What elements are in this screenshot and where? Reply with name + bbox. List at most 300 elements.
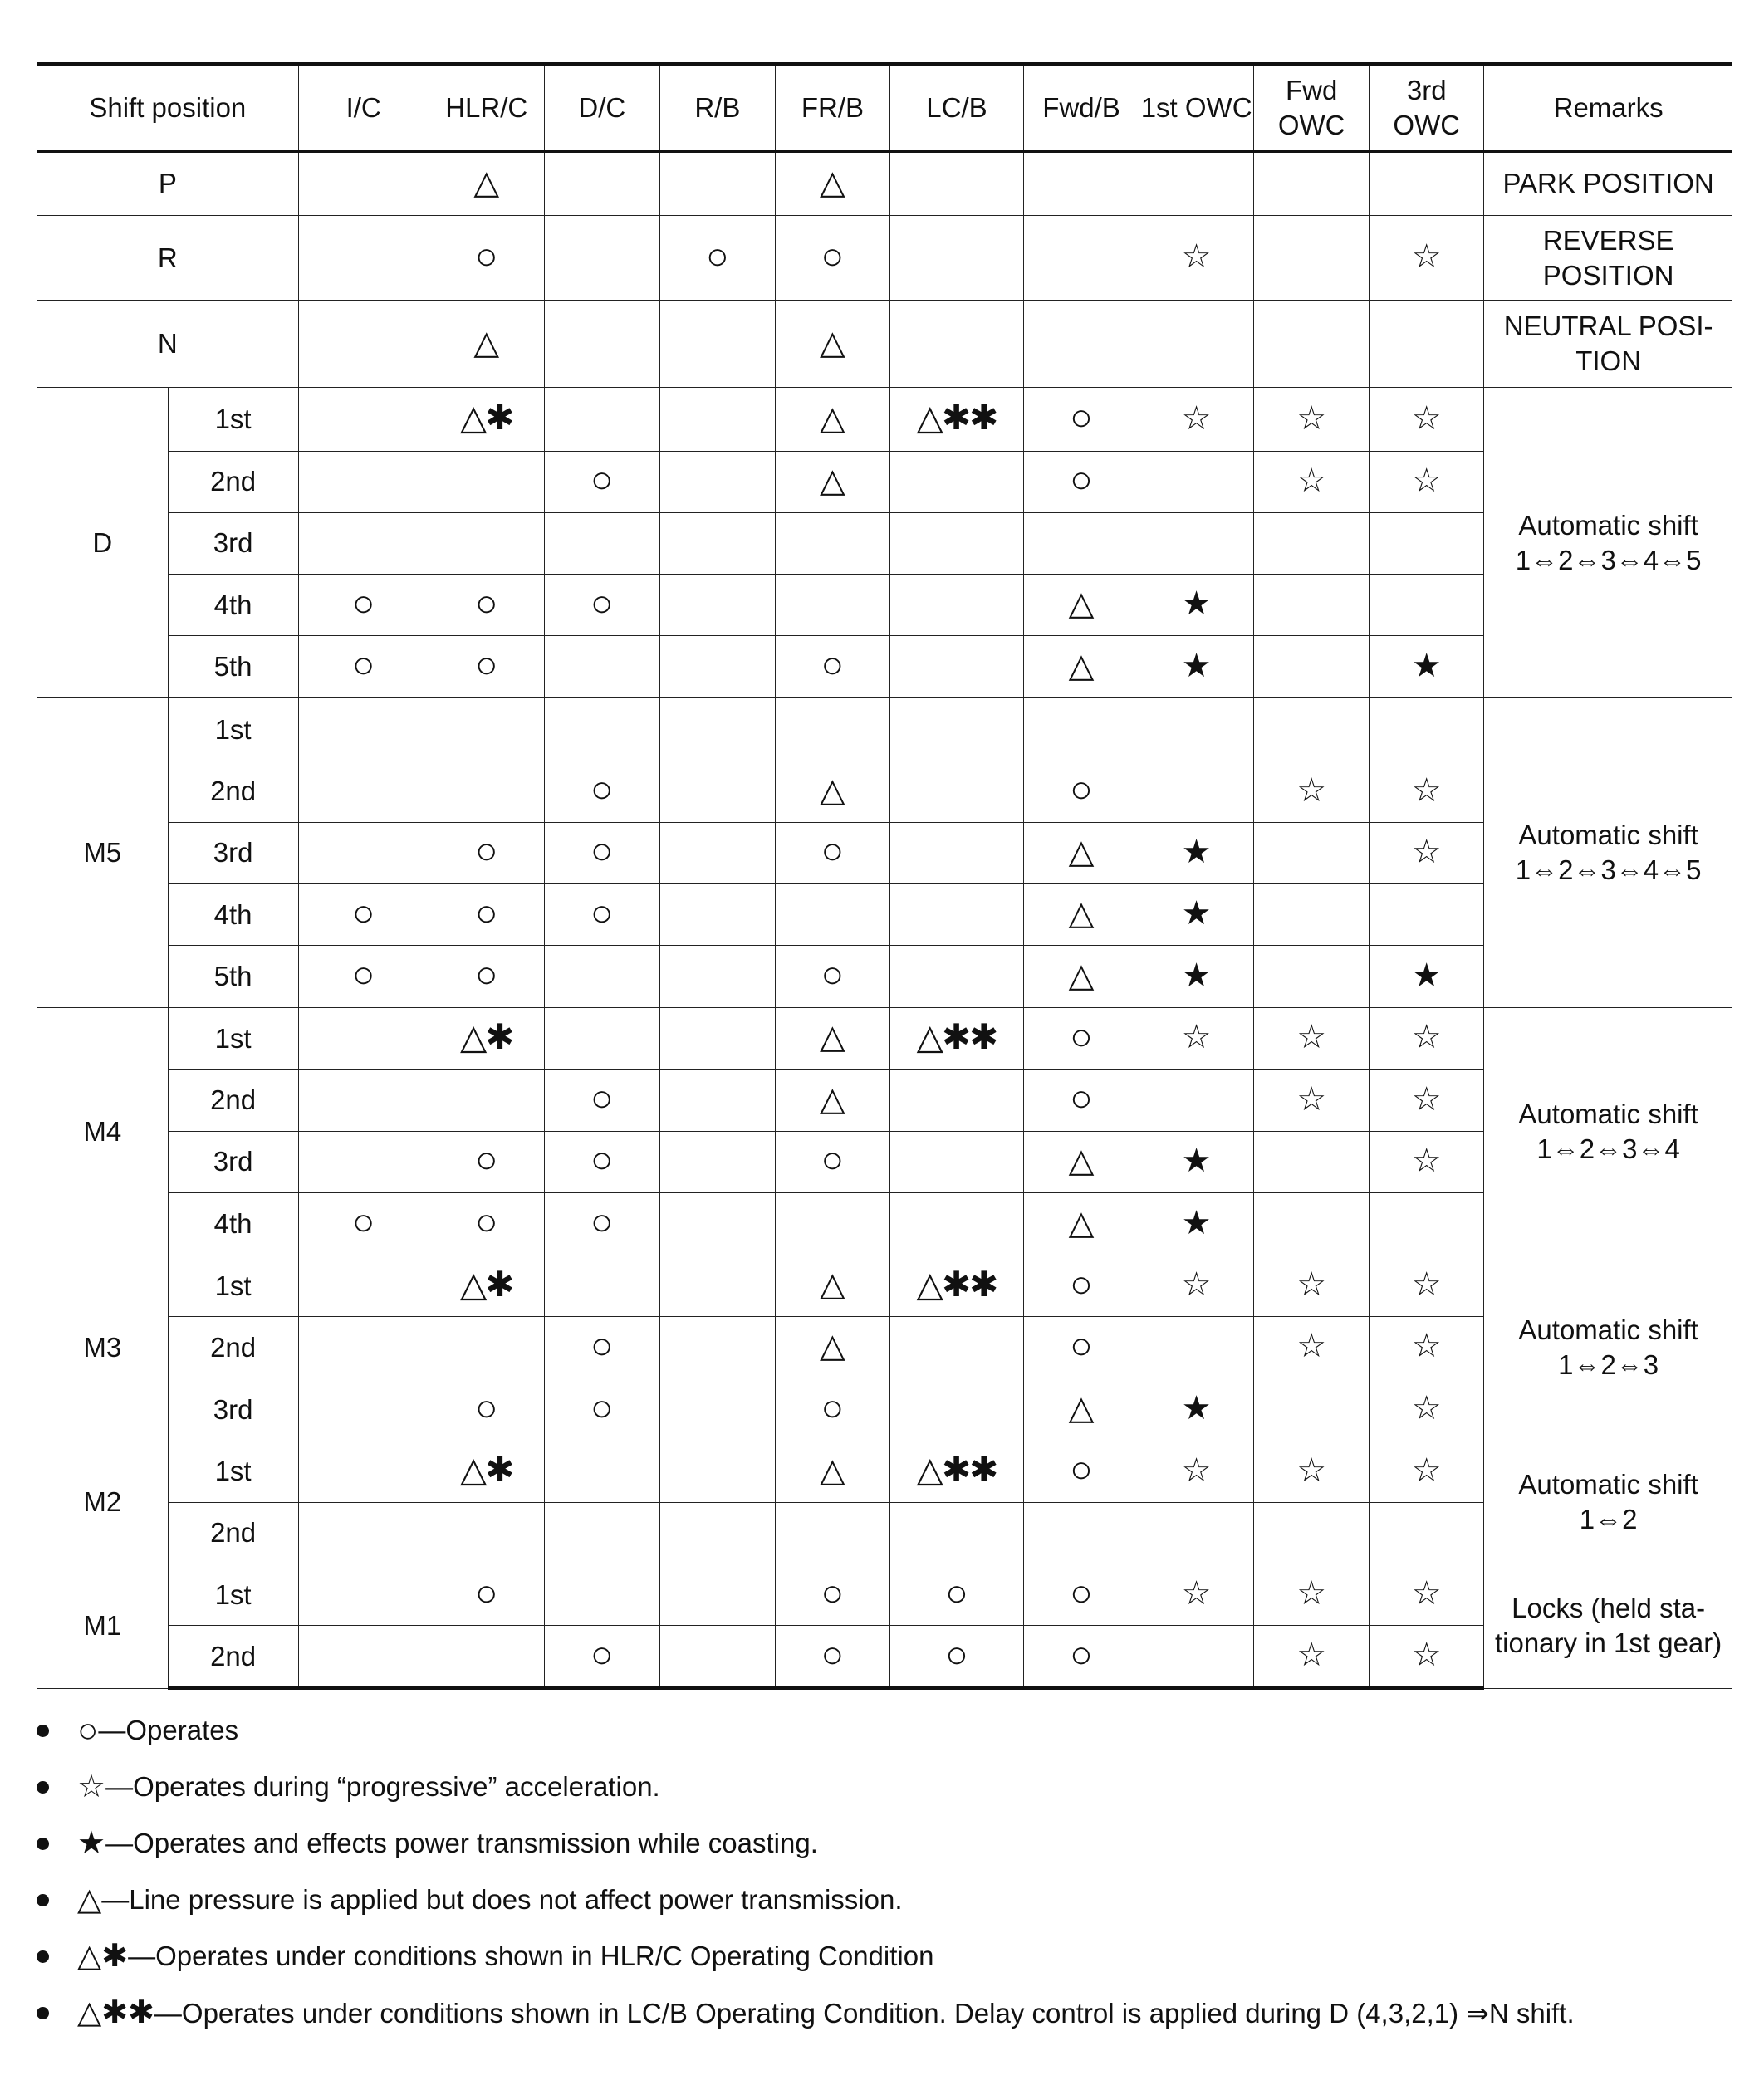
element-cell	[1370, 1626, 1484, 1688]
legend-item	[33, 1872, 1744, 1928]
operation-symbol: ☆	[1411, 1451, 1442, 1489]
gear-cell: 1st	[168, 1008, 298, 1069]
operation-symbol: ○	[474, 580, 498, 624]
element-cell	[1024, 575, 1139, 636]
element-cell	[775, 1502, 889, 1564]
table-row	[37, 1192, 1732, 1255]
element-cell	[298, 301, 429, 388]
operation-symbol: ★	[1181, 1204, 1212, 1241]
element-cell	[775, 698, 889, 761]
element-cell	[1370, 451, 1484, 512]
operation-symbol: ○	[590, 1632, 614, 1676]
operation-symbol: △	[1068, 833, 1095, 870]
element-cell	[889, 1131, 1023, 1192]
element-cell	[775, 822, 889, 883]
element-cell	[544, 1131, 659, 1192]
operation-symbol: ○	[821, 1570, 845, 1614]
element-cell	[889, 761, 1023, 822]
element-cell	[1024, 1502, 1139, 1564]
column-header: Fwd/B	[1024, 64, 1139, 151]
gear-cell: 2nd	[168, 761, 298, 822]
operation-symbol: ☆	[1296, 1080, 1327, 1118]
table-row	[37, 761, 1732, 822]
bullet-icon	[37, 1894, 49, 1906]
table-row	[37, 1131, 1732, 1192]
element-cell	[1024, 215, 1139, 300]
element-cell	[775, 636, 889, 698]
operation-symbol: ☆	[1181, 399, 1212, 437]
element-cell	[659, 822, 775, 883]
legend-text: —Operates under conditions shown in LC/B Operating Condition. Delay control is applied during D (4,3,2,1) ⇒N shift.	[154, 1997, 1575, 2029]
element-cell	[1139, 946, 1254, 1008]
gear-cell: 2nd	[168, 1069, 298, 1131]
remarks-cell: PARK POSITION	[1484, 151, 1732, 215]
element-cell	[429, 1317, 544, 1378]
operation-symbol: ○	[1070, 1570, 1093, 1614]
element-cell	[889, 822, 1023, 883]
table-row	[37, 822, 1732, 883]
element-cell	[1139, 512, 1254, 574]
element-cell	[544, 1378, 659, 1441]
element-cell	[1254, 1008, 1370, 1069]
element-cell	[544, 761, 659, 822]
element-cell	[544, 822, 659, 883]
element-cell	[544, 1008, 659, 1069]
table-row	[37, 1069, 1732, 1131]
operation-symbol: △	[473, 164, 500, 201]
element-cell	[1024, 1564, 1139, 1626]
operation-symbol: △✱	[459, 1016, 513, 1056]
element-cell	[1139, 1626, 1254, 1688]
element-cell	[429, 636, 544, 698]
gear-cell: 4th	[168, 883, 298, 945]
operation-symbol: ☆	[1181, 1266, 1212, 1304]
operation-symbol: ○	[351, 1200, 375, 1243]
legend-item	[33, 1985, 1744, 2041]
shift-position-cell: M1	[37, 1564, 168, 1688]
table-row	[37, 451, 1732, 512]
shift-position-cell: M5	[37, 698, 168, 1008]
operation-symbol: △	[820, 1080, 845, 1118]
operation-symbol: ○	[945, 1570, 968, 1614]
element-cell	[1139, 1069, 1254, 1131]
element-cell	[429, 1564, 544, 1626]
operation-symbol: ○	[590, 829, 614, 873]
gear-cell: 5th	[168, 636, 298, 698]
element-cell	[659, 1192, 775, 1255]
operation-symbol: ○	[474, 1385, 498, 1429]
operation-symbol: ★	[1181, 957, 1212, 994]
element-cell	[775, 451, 889, 512]
operation-symbol: ★	[1181, 895, 1212, 932]
element-cell	[298, 1502, 429, 1564]
shift-position-cell: M2	[37, 1441, 168, 1564]
element-cell	[1139, 761, 1254, 822]
element-cell	[1024, 388, 1139, 451]
gear-cell: 1st	[168, 698, 298, 761]
operation-symbol: ☆	[1296, 1451, 1327, 1489]
element-cell	[775, 883, 889, 945]
element-cell	[429, 1441, 544, 1502]
operation-symbol: ○	[474, 233, 498, 277]
element-cell	[775, 1069, 889, 1131]
element-cell	[775, 512, 889, 574]
element-cell	[298, 1069, 429, 1131]
element-cell	[889, 1626, 1023, 1688]
element-cell	[298, 1564, 429, 1626]
element-cell	[298, 1192, 429, 1255]
element-cell	[659, 761, 775, 822]
legend-text: —Line pressure is applied but does not affect power transmission.	[101, 1884, 903, 1915]
legend-text: —Operates and effects power transmission while coasting.	[105, 1828, 818, 1858]
column-header: Shift position	[37, 64, 298, 151]
element-cell	[544, 301, 659, 388]
bullet-icon	[37, 1950, 49, 1963]
element-cell	[544, 1441, 659, 1502]
element-cell	[889, 575, 1023, 636]
element-cell	[659, 636, 775, 698]
operation-symbol: ★	[1181, 1142, 1212, 1179]
column-header: 1st OWC	[1139, 64, 1254, 151]
operation-symbol: ○	[1070, 1261, 1093, 1305]
element-cell	[889, 388, 1023, 451]
element-cell	[429, 451, 544, 512]
element-cell	[1139, 636, 1254, 698]
element-cell	[1370, 822, 1484, 883]
operation-symbol: ○	[351, 580, 375, 624]
element-cell	[298, 698, 429, 761]
element-cell	[298, 388, 429, 451]
operation-symbol: ☆	[1411, 238, 1442, 276]
element-cell	[429, 1069, 544, 1131]
element-cell	[429, 1131, 544, 1192]
element-cell	[298, 636, 429, 698]
element-cell	[775, 215, 889, 300]
operation-symbol: △	[1068, 1390, 1095, 1427]
column-header: I/C	[298, 64, 429, 151]
operation-symbol: ○	[821, 1632, 845, 1676]
operation-symbol: ☆	[1296, 771, 1327, 809]
operation-symbol: ○	[351, 643, 375, 687]
column-header: R/B	[659, 64, 775, 151]
legend-symbol: ○	[77, 1711, 99, 1750]
element-cell	[889, 1378, 1023, 1441]
element-cell	[1024, 1317, 1139, 1378]
table-row	[37, 215, 1732, 300]
table-row	[37, 1317, 1732, 1378]
element-cell	[429, 946, 544, 1008]
operation-symbol: ☆	[1411, 462, 1442, 499]
operation-symbol: ○	[590, 1385, 614, 1429]
element-cell	[544, 883, 659, 945]
element-cell	[1024, 1192, 1139, 1255]
element-cell	[1254, 761, 1370, 822]
element-cell	[775, 388, 889, 451]
column-header: Remarks	[1484, 64, 1732, 151]
element-cell	[1139, 215, 1254, 300]
operation-symbol: ☆	[1296, 462, 1327, 499]
element-cell	[1139, 1502, 1254, 1564]
element-cell	[775, 1564, 889, 1626]
operation-symbol: △✱	[459, 1450, 513, 1490]
element-cell	[1254, 1069, 1370, 1131]
operation-symbol: ○	[821, 1385, 845, 1429]
operation-symbol: ☆	[1181, 1451, 1212, 1489]
operation-symbol: △	[820, 324, 845, 361]
element-cell	[1370, 1564, 1484, 1626]
element-cell	[298, 946, 429, 1008]
element-cell	[1370, 1192, 1484, 1255]
element-cell	[298, 1255, 429, 1317]
operation-symbol: ○	[474, 829, 498, 873]
element-cell	[659, 388, 775, 451]
table-row	[37, 946, 1732, 1008]
element-cell	[1370, 301, 1484, 388]
operation-symbol: ○	[590, 1138, 614, 1182]
remarks-cell: Automatic shift 1⇔2	[1484, 1441, 1732, 1564]
operation-symbol: ☆	[1181, 1019, 1212, 1056]
element-cell	[659, 451, 775, 512]
element-cell	[429, 388, 544, 451]
element-cell	[1370, 698, 1484, 761]
element-cell	[659, 1378, 775, 1441]
element-cell	[1024, 1441, 1139, 1502]
remarks-cell: Automatic shift 1⇔2⇔3⇔4⇔5	[1484, 698, 1732, 1008]
element-cell	[544, 636, 659, 698]
element-cell	[889, 1255, 1023, 1317]
element-cell	[775, 1008, 889, 1069]
element-cell	[429, 301, 544, 388]
operation-symbol: △✱✱	[916, 398, 997, 438]
element-cell	[775, 1255, 889, 1317]
element-cell	[889, 1564, 1023, 1626]
element-cell	[1024, 1255, 1139, 1317]
operation-symbol: ○	[1070, 395, 1093, 439]
element-cell	[298, 822, 429, 883]
operation-symbol: ★	[1181, 833, 1212, 870]
gear-cell: 1st	[168, 1564, 298, 1626]
element-cell	[298, 1131, 429, 1192]
operation-symbol: ☆	[1296, 1328, 1327, 1365]
element-cell	[1024, 1378, 1139, 1441]
element-cell	[1139, 1317, 1254, 1378]
element-cell	[298, 451, 429, 512]
element-cell	[659, 1502, 775, 1564]
element-cell	[889, 698, 1023, 761]
element-cell	[889, 946, 1023, 1008]
element-cell	[544, 575, 659, 636]
operation-symbol: △	[820, 771, 845, 809]
element-cell	[1254, 946, 1370, 1008]
legend-symbol: △✱✱	[77, 1995, 154, 2030]
bullet-icon	[37, 2007, 49, 2019]
operation-symbol: ○	[590, 580, 614, 624]
legend-text: —Operates	[98, 1715, 239, 1745]
element-cell	[659, 151, 775, 215]
element-cell	[1254, 388, 1370, 451]
gear-cell: 2nd	[168, 451, 298, 512]
operation-symbol: ○	[821, 952, 845, 996]
element-cell	[1139, 301, 1254, 388]
symbol-legend	[33, 1702, 1744, 2041]
operation-symbol: ☆	[1296, 1637, 1327, 1674]
operation-symbol: ☆	[1181, 1575, 1212, 1613]
remarks-cell: Automatic shift 1⇔2⇔3	[1484, 1255, 1732, 1441]
column-header: LC/B	[889, 64, 1023, 151]
gear-cell: 1st	[168, 1255, 298, 1317]
operation-symbol: ☆	[1411, 1637, 1442, 1674]
element-cell	[889, 301, 1023, 388]
column-header: Fwd OWC	[1254, 64, 1370, 151]
legend-symbol: ★	[77, 1826, 106, 1861]
element-cell	[429, 822, 544, 883]
element-cell	[1370, 946, 1484, 1008]
element-cell	[1370, 1441, 1484, 1502]
element-cell	[1370, 151, 1484, 215]
table-row	[37, 1626, 1732, 1688]
element-cell	[775, 1192, 889, 1255]
operation-symbol: ○	[1070, 1076, 1093, 1120]
element-cell	[1024, 698, 1139, 761]
element-cell	[1254, 1378, 1370, 1441]
element-cell	[429, 151, 544, 215]
operation-symbol: ☆	[1296, 1266, 1327, 1304]
operation-symbol: ☆	[1411, 399, 1442, 437]
operation-symbol: ★	[1181, 585, 1212, 623]
element-cell	[775, 1378, 889, 1441]
element-cell	[775, 1131, 889, 1192]
operation-symbol: △	[820, 1019, 845, 1056]
element-cell	[775, 946, 889, 1008]
element-cell	[429, 575, 544, 636]
operation-symbol: ○	[1070, 767, 1093, 811]
operation-symbol: ○	[474, 952, 498, 996]
element-cell	[1139, 575, 1254, 636]
table-row	[37, 301, 1732, 388]
header-row	[37, 64, 1732, 151]
operation-symbol: ○	[705, 233, 729, 277]
operation-symbol: △	[1068, 585, 1095, 623]
element-cell	[1139, 1008, 1254, 1069]
column-header: FR/B	[775, 64, 889, 151]
table-row	[37, 1502, 1732, 1564]
element-cell	[298, 1317, 429, 1378]
element-cell	[1370, 1317, 1484, 1378]
element-cell	[889, 215, 1023, 300]
legend-symbol: ☆	[77, 1769, 106, 1804]
legend-item	[33, 1928, 1744, 1985]
element-cell	[1370, 1378, 1484, 1441]
element-cell	[775, 575, 889, 636]
operation-symbol: △	[820, 1328, 845, 1365]
element-cell	[889, 1192, 1023, 1255]
element-cell	[544, 1069, 659, 1131]
element-cell	[659, 946, 775, 1008]
operation-symbol: △	[820, 462, 845, 499]
element-cell	[889, 1008, 1023, 1069]
operation-symbol: ★	[1411, 647, 1442, 684]
element-cell	[1370, 575, 1484, 636]
element-cell	[1024, 946, 1139, 1008]
element-cell	[1254, 1192, 1370, 1255]
element-cell	[429, 1255, 544, 1317]
element-cell	[659, 698, 775, 761]
element-cell	[889, 636, 1023, 698]
element-cell	[1139, 883, 1254, 945]
element-cell	[1370, 883, 1484, 945]
element-cell	[1370, 215, 1484, 300]
operation-symbol: △✱	[459, 398, 513, 438]
operation-symbol: △	[473, 324, 500, 361]
table-row	[37, 1441, 1732, 1502]
operation-symbol: ○	[474, 890, 498, 934]
operation-symbol: △✱✱	[916, 1016, 997, 1056]
shift-operation-table	[37, 62, 1732, 1690]
gear-cell: 3rd	[168, 1378, 298, 1441]
element-cell	[775, 301, 889, 388]
element-cell	[1254, 883, 1370, 945]
element-cell	[429, 883, 544, 945]
element-cell	[1254, 451, 1370, 512]
element-cell	[298, 575, 429, 636]
element-cell	[659, 1441, 775, 1502]
operation-symbol: △	[820, 399, 845, 437]
legend-text: —Operates under conditions shown in HLR/C Operating Condition	[128, 1941, 934, 1971]
element-cell	[429, 761, 544, 822]
element-cell	[889, 151, 1023, 215]
operation-symbol: ○	[590, 458, 614, 502]
remarks-cell: REVERSE POSITION	[1484, 215, 1732, 300]
element-cell	[1139, 1131, 1254, 1192]
element-cell	[1254, 301, 1370, 388]
operation-symbol: ○	[590, 1200, 614, 1243]
element-cell	[1370, 1131, 1484, 1192]
operation-symbol: ○	[590, 1076, 614, 1120]
element-cell	[1254, 698, 1370, 761]
element-cell	[544, 1626, 659, 1688]
element-cell	[1139, 698, 1254, 761]
element-cell	[1024, 1131, 1139, 1192]
operation-symbol: ★	[1411, 957, 1442, 994]
operation-symbol: ○	[1070, 1632, 1093, 1676]
operation-symbol: ○	[590, 890, 614, 934]
operation-symbol: ○	[590, 767, 614, 811]
element-cell	[1024, 301, 1139, 388]
table-row	[37, 1008, 1732, 1069]
table-row	[37, 698, 1732, 761]
element-cell	[1254, 151, 1370, 215]
bullet-icon	[37, 1838, 49, 1850]
operation-symbol: ☆	[1411, 1266, 1442, 1304]
operation-symbol: △	[1068, 1204, 1095, 1241]
element-cell	[659, 512, 775, 574]
operation-symbol: ○	[474, 1138, 498, 1182]
element-cell	[1254, 1441, 1370, 1502]
table-row	[37, 575, 1732, 636]
element-cell	[544, 1564, 659, 1626]
element-cell	[544, 215, 659, 300]
element-cell	[889, 1441, 1023, 1502]
shift-position-cell: P	[37, 151, 298, 215]
gear-cell: 4th	[168, 1192, 298, 1255]
operation-symbol: ○	[821, 233, 845, 277]
operation-symbol: ○	[351, 952, 375, 996]
element-cell	[1024, 636, 1139, 698]
legend-item	[33, 1759, 1744, 1815]
element-cell	[544, 151, 659, 215]
operation-symbol: ○	[945, 1632, 968, 1676]
bullet-icon	[37, 1725, 49, 1737]
